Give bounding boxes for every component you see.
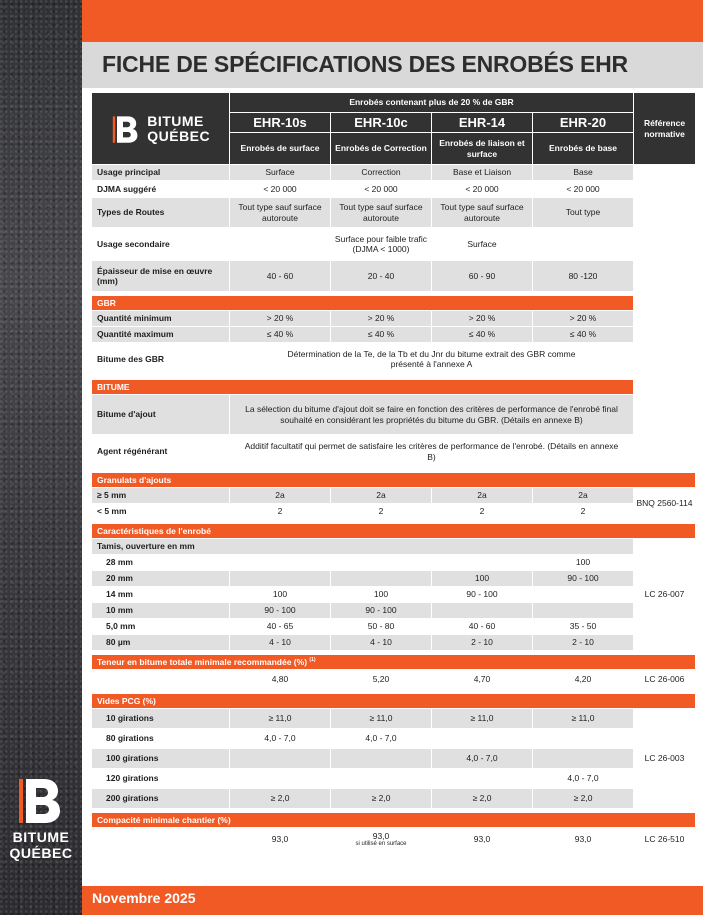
cell: ≥ 2,0 [230,789,331,809]
cell: 90 - 100 [331,603,432,619]
cell [331,571,432,587]
table-row [92,228,696,261]
side-logo-line2: QUÉBEC [9,845,73,861]
table-row [92,327,696,343]
spec-sheet [91,92,695,852]
cell: Correction [331,165,432,181]
cell: 4,0 - 7,0 [331,729,432,749]
cell: 5,20 [331,670,432,690]
table-row [92,261,696,292]
reference-empty [634,165,696,473]
table-row [92,729,696,749]
cell: > 20 % [432,311,533,327]
section-header-compacite [92,813,696,828]
row-label: Quantité minimum [92,311,230,327]
bitume-quebec-logo-icon [16,775,66,825]
section-title: GBR [92,296,634,311]
column-desc: Enrobés de liaison et surface [432,133,533,165]
cell: 4 - 10 [331,635,432,651]
cell: > 20 % [533,311,634,327]
cell: 2a [432,488,533,504]
cell: 40 - 65 [230,619,331,635]
cell [331,749,432,769]
merged-cell: Additif facultatif qui permet de satisfaire les critères de performance de l'enrobé. (Détails en annexe B) [230,435,634,469]
cell: Surface [432,228,533,261]
page-title: FICHE DE SPÉCIFICATIONS DES ENROBÉS EHR [102,51,628,77]
row-label: 200 girations [92,789,230,809]
section-title: Vides PCG (%) [92,694,696,709]
cell [230,769,331,789]
cell: 4,70 [432,670,533,690]
cell: Base [533,165,634,181]
row-label: Bitume d'ajout [92,395,230,435]
cell: Surface pour faible trafic (DJMA < 1000) [331,228,432,261]
section-title: Granulats d'ajouts [92,473,696,488]
column-code: EHR-10c [331,113,432,133]
row-label: 14 mm [92,587,230,603]
column-code: EHR-10s [230,113,331,133]
cell [432,555,533,571]
section-title: Caractéristiques de l'enrobé [92,524,696,539]
reference-cell: BNQ 2560-114 [634,488,696,520]
cell: < 20 000 [331,181,432,198]
section-title: Teneur en bitume totale minimale recommandée (%) [97,656,308,667]
cell: 80 -120 [533,261,634,292]
cell: 2a [331,488,432,504]
cell: 2a [230,488,331,504]
cell: Tout type sauf surface autoroute [432,198,533,228]
cell [331,769,432,789]
cell: 60 - 90 [432,261,533,292]
reference-cell: LC 26-003 [634,709,696,809]
cell [533,749,634,769]
cell: < 20 000 [533,181,634,198]
footnote-marker: (1) [309,657,316,664]
column-code: EHR-14 [432,113,533,133]
table-row [92,587,696,603]
cell: 93,0 [533,828,634,852]
cell [432,603,533,619]
cell [533,228,634,261]
cell: 90 - 100 [432,587,533,603]
cell: ≤ 40 % [331,327,432,343]
row-label: 20 mm [92,571,230,587]
footer-date: Novembre 2025 [92,890,196,906]
cell [432,769,533,789]
section-header-granulats [92,473,696,488]
cell: ≥ 2,0 [432,789,533,809]
cell: 100 [533,555,634,571]
merged-cell: La sélection du bitume d'ajout doit se faire en fonction des critères de performance de l'enrobé final souhaité en considérant les propriétés du bitume du GBR. (Détails en annexe B) [230,395,634,435]
table-row [92,165,696,181]
side-logo [8,775,74,865]
row-label: Épaisseur de mise en œuvre (mm) [92,261,230,292]
row-label: Tamis, ouverture en mm [92,539,634,555]
cell: 2 [432,504,533,520]
cell: 93,0 [432,828,533,852]
row-label-empty [92,828,230,852]
cell: > 20 % [331,311,432,327]
row-label: Usage principal [92,165,230,181]
cell: < 20 000 [230,181,331,198]
cell: Tout type sauf surface autoroute [331,198,432,228]
row-label-empty [92,670,230,690]
side-logo-line1: BITUME [12,829,70,845]
cell: ≤ 40 % [432,327,533,343]
cell [331,828,432,852]
cell: 4,0 - 7,0 [533,769,634,789]
column-desc: Enrobés de base [533,133,634,165]
table-row [92,198,696,228]
table-row [92,555,696,571]
cell: 90 - 100 [230,603,331,619]
row-label: Agent régénérant [92,435,230,469]
section-title: BITUME [92,380,634,395]
reference-cell: LC 26-006 [634,670,696,690]
cell: 2a [533,488,634,504]
column-code: EHR-20 [533,113,634,133]
row-label: Usage secondaire [92,228,230,261]
header-logo [92,93,230,165]
cell: ≥ 11,0 [432,709,533,729]
cell [331,555,432,571]
table-row [92,828,696,852]
column-desc: Enrobés de Correction [331,133,432,165]
section-header-teneur [92,655,696,670]
section-title: Compacité minimale chantier (%) [92,813,696,828]
cell: 35 - 50 [533,619,634,635]
cell: ≥ 11,0 [230,709,331,729]
table-row [92,635,696,651]
cell: ≥ 2,0 [533,789,634,809]
cell: ≥ 11,0 [533,709,634,729]
reference-header: Référence normative [634,93,696,165]
top-accent-bar [82,0,703,42]
cell [230,571,331,587]
cell: 4,0 - 7,0 [230,729,331,749]
table-row [92,619,696,635]
section-header-caracteristiques [92,524,696,539]
cell [533,729,634,749]
table-row [92,343,696,376]
row-label: 10 girations [92,709,230,729]
row-label: DJMA suggéré [92,181,230,198]
merged-cell: Détermination de la Te, de la Tb et du Jnr du bitume extrait des GBR comme présenté à l'annexe A [230,343,634,376]
table-row [92,488,696,504]
cell: 40 - 60 [432,619,533,635]
row-label: 100 girations [92,749,230,769]
cell: Tout type sauf surface autoroute [230,198,331,228]
table-row [92,395,696,435]
cell: 90 - 100 [533,571,634,587]
column-desc: Enrobés de surface [230,133,331,165]
table-row [92,769,696,789]
cell: 4,80 [230,670,331,690]
cell: ≥ 11,0 [331,709,432,729]
table-row [92,749,696,769]
table-row [92,504,696,520]
cell: 2 [230,504,331,520]
row-label: 80 girations [92,729,230,749]
cell: 100 [230,587,331,603]
cell: 2 [331,504,432,520]
cell [230,228,331,261]
cell: 20 - 40 [331,261,432,292]
cell: 2 - 10 [533,635,634,651]
cell: Tout type [533,198,634,228]
header-logo-line1: BITUME [147,112,204,129]
row-label: Types de Routes [92,198,230,228]
cell: 93,0 [230,828,331,852]
cell: Surface [230,165,331,181]
table-row [92,435,696,469]
section-header-vides [92,694,696,709]
cell: 4,0 - 7,0 [432,749,533,769]
header-logo-line2: QUÉBEC [147,127,211,144]
cell: ≥ 2,0 [331,789,432,809]
table-row [92,603,696,619]
row-label: ≥ 5 mm [92,488,230,504]
table-row [92,539,696,555]
row-label: 10 mm [92,603,230,619]
cell: 2 [533,504,634,520]
cell: 2 - 10 [432,635,533,651]
group-header: Enrobés contenant plus de 20 % de GBR [230,93,634,113]
cell: 4,20 [533,670,634,690]
row-label: 120 girations [92,769,230,789]
row-label: 5,0 mm [92,619,230,635]
cell [230,749,331,769]
cell [533,587,634,603]
reference-cell: LC 26-510 [634,828,696,852]
cell: > 20 % [230,311,331,327]
row-label: 28 mm [92,555,230,571]
row-label: Bitume des GBR [92,343,230,376]
reference-cell: LC 26-007 [634,539,696,651]
cell: Base et Liaison [432,165,533,181]
cell: 100 [432,571,533,587]
cell: < 20 000 [432,181,533,198]
cell: 100 [331,587,432,603]
bitume-quebec-logo-icon [111,112,141,146]
table-row [92,181,696,198]
cell: 40 - 60 [230,261,331,292]
cell [533,603,634,619]
cell: ≤ 40 % [230,327,331,343]
row-label: < 5 mm [92,504,230,520]
spec-table [91,92,696,852]
table-row [92,311,696,327]
cell: ≤ 40 % [533,327,634,343]
table-row [92,571,696,587]
cell [230,555,331,571]
section-header-bitume [92,380,696,395]
section-header-gbr [92,296,696,311]
row-label: 80 µm [92,635,230,651]
cell [432,729,533,749]
table-row [92,670,696,690]
table-row [92,789,696,809]
row-label: Quantité maximum [92,327,230,343]
cell: 50 - 80 [331,619,432,635]
cell-value: 93,0 [372,830,390,841]
table-row [92,709,696,729]
cell: 4 - 10 [230,635,331,651]
cell-note: si utilisé en surface [355,841,407,848]
